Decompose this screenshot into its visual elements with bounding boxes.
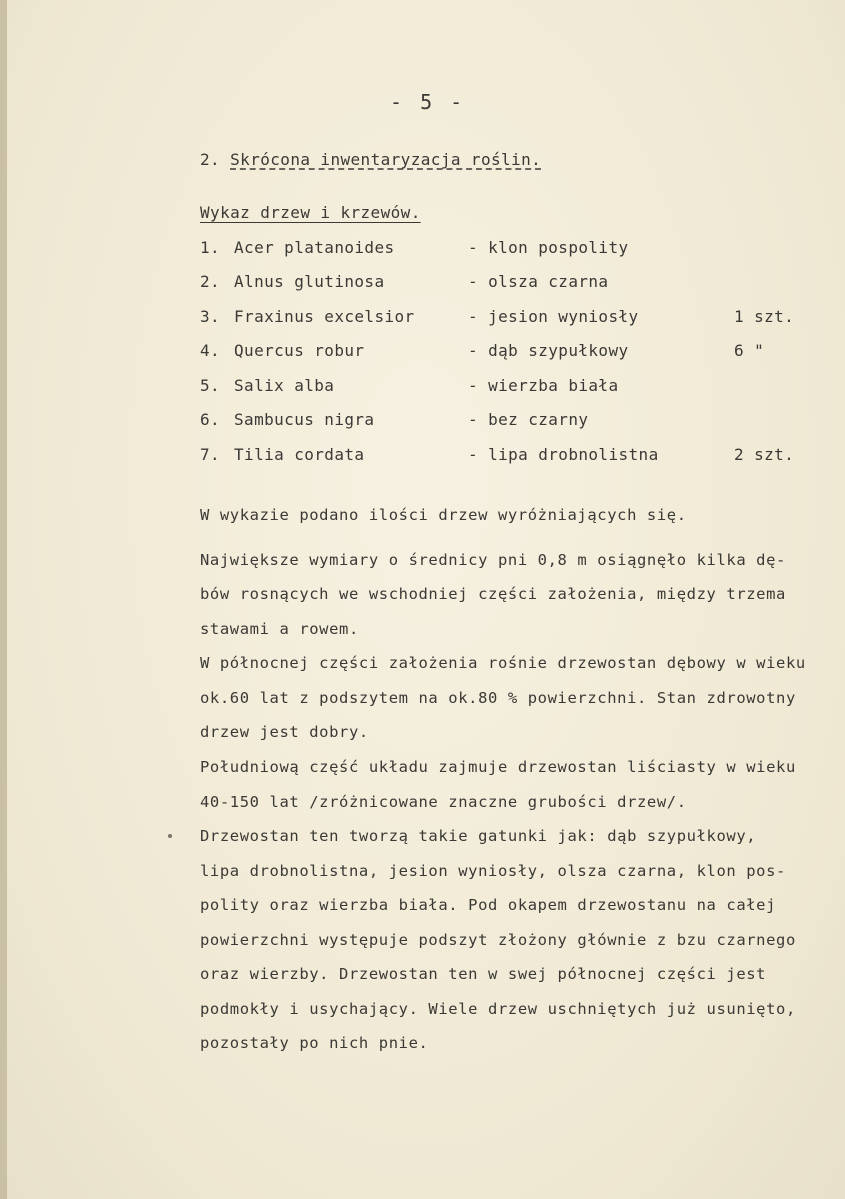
tree-latin-name: Quercus robur — [234, 341, 365, 360]
tree-polish-name: - wierzba biała — [468, 376, 619, 395]
section-title: Skrócona inwentaryzacja roślin. — [230, 150, 542, 169]
paragraph-line: drzew jest dobry. — [200, 723, 369, 741]
section-number: 2. — [200, 150, 221, 169]
tree-latin-name: Sambucus nigra — [234, 410, 375, 429]
tree-number: 1. — [200, 238, 221, 257]
tree-count: 1 szt. — [734, 307, 795, 326]
tree-number: 4. — [200, 341, 221, 360]
paragraph-line: oraz wierzby. Drzewostan ten w swej północnej części jest — [200, 965, 767, 983]
tree-latin-name: Alnus glutinosa — [234, 272, 385, 291]
tree-number: 7. — [200, 445, 221, 464]
tree-polish-name: - bez czarny — [468, 410, 589, 429]
paragraph-line: Największe wymiary o średnicy pni 0,8 m osiągnęło kilka dę- — [200, 551, 786, 569]
tree-number: 5. — [200, 376, 221, 395]
tree-number: 3. — [200, 307, 221, 326]
paragraph-line: lipa drobnolistna, jesion wyniosły, olsza czarna, klon pos- — [200, 862, 786, 880]
paragraph-line: 40-150 lat /zróżnicowane znaczne grubości drzew/. — [200, 793, 687, 811]
paragraph-line: ok.60 lat z podszytem na ok.80 % powierzchni. Stan zdrowotny — [200, 689, 796, 707]
tree-latin-name: Salix alba — [234, 376, 335, 395]
tree-number: 6. — [200, 410, 221, 429]
paragraph-line: polity oraz wierzba biała. Pod okapem drzewostanu na całej — [200, 896, 777, 914]
tree-latin-name: Acer platanoides — [234, 238, 395, 257]
page-edge-shadow — [0, 0, 7, 1199]
section-heading — [200, 150, 541, 169]
page-number: - 5 - — [390, 90, 466, 114]
tree-latin-name: Tilia cordata — [234, 445, 365, 464]
tree-count: 6 " — [734, 341, 765, 360]
paragraph-line: powierzchni występuje podszyt złożony głównie z bzu czarnego — [200, 931, 796, 949]
margin-dot — [168, 834, 172, 838]
tree-latin-name: Fraxinus excelsior — [234, 307, 415, 326]
paragraph-line: podmokły i usychający. Wiele drzew uschniętych już usunięto, — [200, 1000, 796, 1018]
paragraph-line: W wykazie podano ilości drzew wyróżniających się. — [200, 506, 687, 524]
tree-count: 2 szt. — [734, 445, 795, 464]
tree-polish-name: - klon pospolity — [468, 238, 629, 257]
tree-polish-name: - dąb szypułkowy — [468, 341, 629, 360]
paragraph-line: bów rosnących we wschodniej części założenia, między trzema — [200, 585, 786, 603]
tree-polish-name: - lipa drobnolistna — [468, 445, 659, 464]
tree-polish-name: - jesion wyniosły — [468, 307, 639, 326]
tree-number: 2. — [200, 272, 221, 291]
paragraph-line: Drzewostan ten tworzą takie gatunki jak: dąb szypułkowy, — [200, 827, 757, 845]
paragraph-line: W północnej części założenia rośnie drzewostan dębowy w wieku — [200, 654, 806, 672]
paragraph-line: stawami a rowem. — [200, 620, 359, 638]
tree-polish-name: - olsza czarna — [468, 272, 609, 291]
paragraph-line: Południową część układu zajmuje drzewostan liściasty w wieku — [200, 758, 796, 776]
paragraph-line: pozostały po nich pnie. — [200, 1034, 429, 1052]
list-heading: Wykaz drzew i krzewów. — [200, 203, 421, 222]
